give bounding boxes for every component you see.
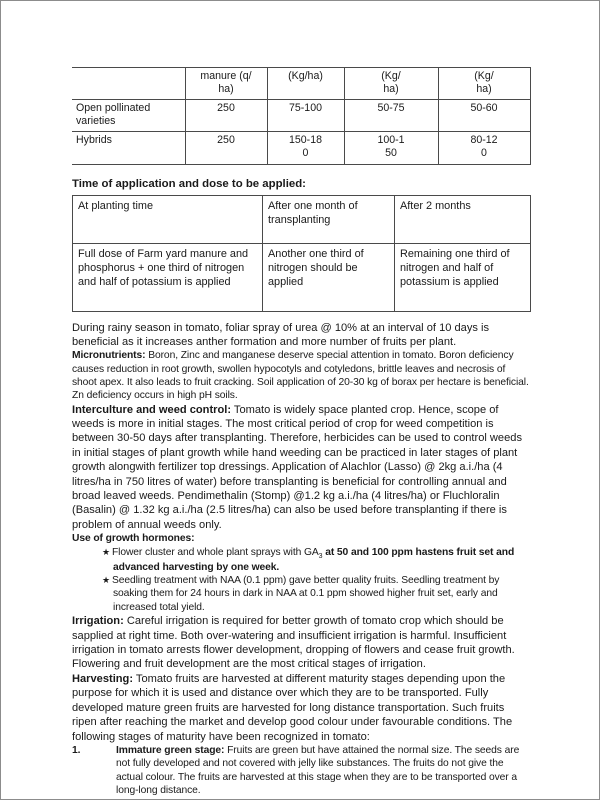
- table-header-cell-k: [438, 68, 530, 100]
- paragraph-text: Boron, Zinc and manganese deserve special attention in tomato. Boron deficiency causes reduction in root growth, swollen hypocotyls and cotyledons, brittle leaves and necrosis of shoot apex. It also leads to fruit cracking. Soil application of 20-30 kg of borax per hectare is beneficial. Zn deficiency occurs in high pH soils.: [72, 350, 529, 402]
- header-line-1: (Kg/: [474, 70, 494, 82]
- subscript: 3: [318, 552, 323, 560]
- fertilizer-dose-table: [72, 67, 531, 165]
- header-line-1: (Kg/ha): [288, 70, 323, 82]
- paragraph-micronutrients: [72, 349, 530, 402]
- maturity-stages-list: [72, 744, 530, 798]
- list-item: [102, 546, 530, 575]
- growth-hormones-bullet-list: [72, 546, 530, 615]
- application-time-table: [72, 195, 531, 312]
- row-manure: 250: [185, 100, 267, 132]
- cell-line-1: 50-60: [470, 102, 498, 114]
- row-col5: [438, 100, 530, 132]
- cell-line-2: 0: [481, 146, 487, 159]
- table-header-cell-p: [344, 68, 438, 100]
- paragraph-text: Careful irrigation is required for better growth of tomato crop which should be sapplied at right time. Both over-watering and insufficient irrigation is harmful. Insufficient irrigation in tomato arrests flower development, dropping of flowers and cease fruit growth. Flowering and fruit development are the most critical stages of irrigation.: [72, 615, 515, 671]
- paragraph-growth-hormones-lead: [72, 532, 530, 545]
- header-line-1: manure (q/: [200, 70, 252, 82]
- cell-line-2: 0: [302, 146, 309, 159]
- cell-line-1: 150-18: [289, 133, 322, 146]
- list-item: [102, 574, 530, 614]
- body-after-one-month: Another one third of nitrogen should be applied: [263, 243, 395, 311]
- bullet-text-after: at 50 and 100 ppm hastens fruit set and advanced harvesting by one week.: [113, 546, 515, 573]
- header-after-two-months: After 2 months: [395, 195, 531, 243]
- row-col3: [267, 131, 344, 164]
- paragraph-lead: Irrigation:: [72, 615, 124, 628]
- paragraph-lead: Use of growth hormones:: [72, 533, 195, 545]
- row-col4: [344, 100, 438, 132]
- table-row: [73, 243, 531, 311]
- paragraph-harvesting: [72, 672, 530, 744]
- paragraph-lead: Harvesting:: [72, 672, 134, 685]
- bullet-text-before: Flower cluster and whole plant sprays with GA: [111, 546, 319, 558]
- table-header-cell-blank: [72, 68, 185, 100]
- table-header-row: [73, 195, 531, 243]
- row-col4: [344, 131, 438, 164]
- bullet-text-before: Seedling treatment with NAA (0.1 ppm) gave better quality fruits. Seedling treatment by soaking them for 24 hours in dark in NAA at 0.1 ppm showed higher fruit set, early and increased total yield.: [111, 575, 500, 613]
- cell-line-1: 80-12: [470, 133, 498, 146]
- cell-line-1: 100-1: [377, 133, 405, 146]
- row-col3: [267, 100, 344, 132]
- row-label: Hybrids: [72, 131, 185, 164]
- list-item-text: Fruits are green but have attained the normal size. The seeds are not fully developed and not covered with jelly like substances. The fruits do not give the actual colour. The fruits are harvested at this stage when they are to be transported over a long-long distance.: [116, 745, 520, 797]
- paragraph-interculture: [72, 403, 530, 533]
- row-manure: 250: [185, 131, 267, 164]
- table-header-cell-manure: [185, 68, 267, 100]
- header-line-1: (Kg/: [381, 70, 401, 82]
- paragraph-lead: Interculture and weed control:: [72, 403, 232, 416]
- application-time-heading: Time of application and dose to be applied:: [72, 177, 306, 190]
- paragraph-lead: Micronutrients:: [72, 350, 146, 362]
- list-item-lead: Immature green stage:: [116, 745, 225, 757]
- cell-line-1: 75-100: [289, 102, 322, 114]
- paragraph-text: Tomato fruits are harvested at different maturity stages depending upon the purpose for which it is used and distance over which they are to be transported. Fully developed mature green fruits are harvested for long distance transportation. Such fruits ripen after reaching the market and develop good colour under favourable conditions. The following stages of maturity have been recognized in tomato:: [72, 672, 513, 743]
- body-at-planting: Full dose of Farm yard manure and phosphorus + one third of nitrogen and half of potassium is applied: [73, 243, 263, 311]
- document-content: [72, 1, 530, 798]
- row-col5: [438, 131, 530, 164]
- header-at-planting: At planting time: [73, 195, 263, 243]
- paragraph-rainy-season: During rainy season in tomato, foliar spray of urea @ 10% at an interval of 10 days is beneficial as it increases anther formation and more number of fruits per plant.: [72, 321, 490, 348]
- table-row: [72, 131, 530, 164]
- row-label: Open pollinated varieties: [72, 100, 185, 132]
- paragraph-irrigation: [72, 614, 530, 672]
- header-after-one-month: After one month of transplanting: [263, 195, 395, 243]
- table-header-row: [72, 68, 530, 100]
- paragraph-text: Tomato is widely space planted crop. Hence, scope of weeds is more in initial stages. The most critical period of crop for weed competition is between 30-50 days after transplanting. Therefore, herbicides can be used to control weeds in initial stages of plant growth while hand weeding can be practiced in later stages of plant growth alongwith fertilizer top dressings. Application of Alachlor (Lasso) @ 2kg a.i./ha (4 litres/ha in 750 litres of water) before transplanting is beneficial for controlling annual and broad leaved weeds. Pendimethalin (Stomp) @1.2 kg a.i./ha (4 litres/ha) or Fluchloralin (Basalin) @ 1.32 kg a.i./ha (2.5 litres/ha) can also be used before transplanting if there is problem of annual weeds only.: [72, 403, 522, 531]
- cell-line-2: 50: [385, 146, 397, 159]
- star-bullet-icon: ★: [102, 546, 110, 557]
- header-line-2: ha): [476, 82, 492, 95]
- cell-line-1: 50-75: [377, 102, 405, 114]
- star-bullet-icon: ★: [102, 575, 110, 586]
- list-item: [72, 744, 530, 798]
- header-line-2: ha): [218, 82, 234, 95]
- body-text-block: [72, 321, 530, 798]
- table-row: [72, 100, 530, 132]
- table-header-cell-n: [267, 68, 344, 100]
- header-line-2: ha): [383, 82, 399, 95]
- list-item-number: 1.: [72, 745, 81, 757]
- body-after-two-months: Remaining one third of nitrogen and half of potassium is applied: [395, 243, 531, 311]
